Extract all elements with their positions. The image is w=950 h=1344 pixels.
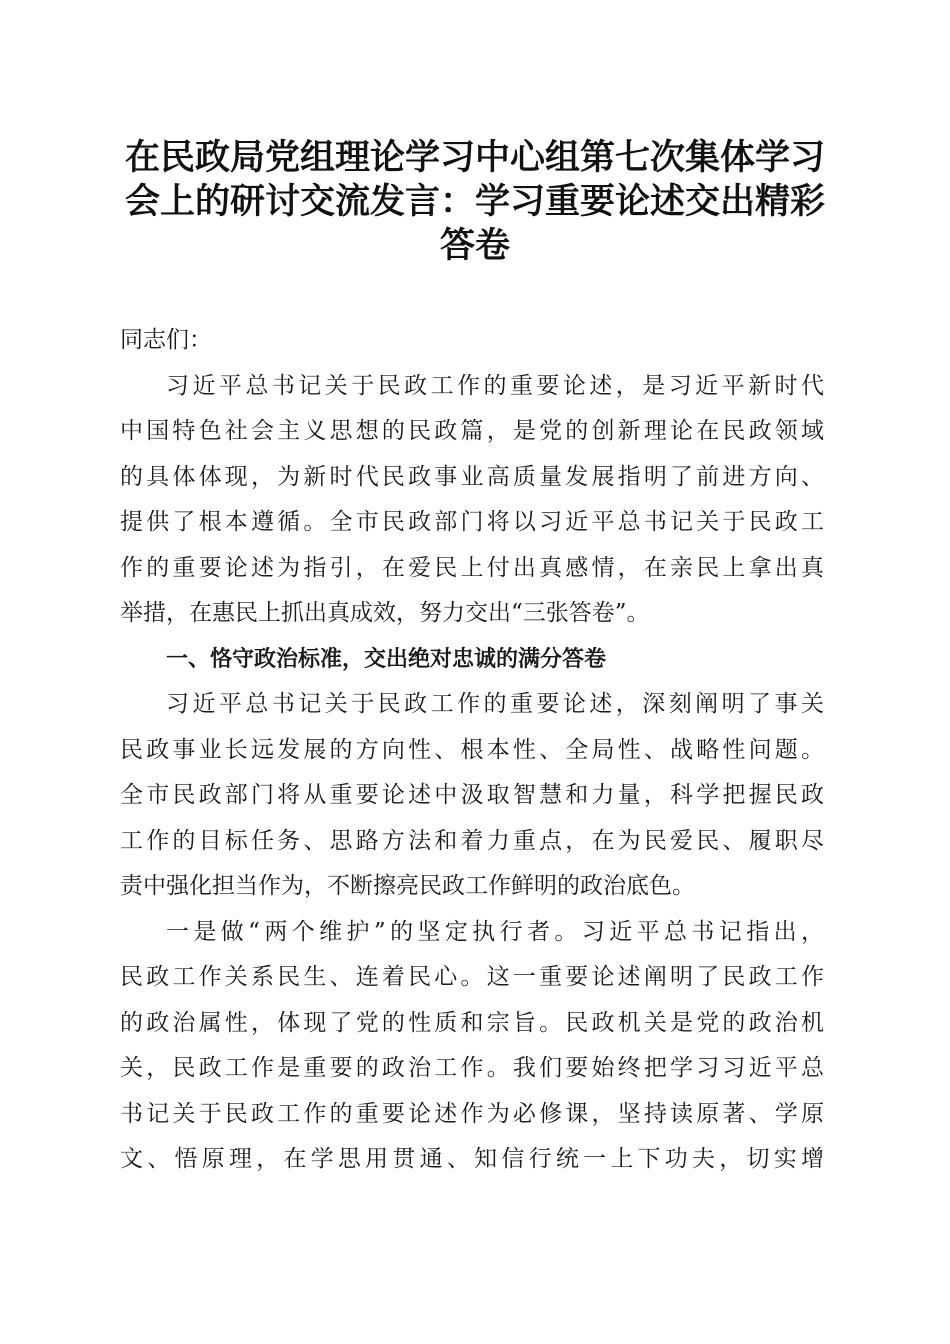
text-line: 一是做“两个维护”的坚定执行者。习近平总书记指出，: [166, 918, 824, 945]
text-line: 文、悟原理，在学思用贯通、知信行统一上下功夫，切实增: [120, 1146, 824, 1172]
text-line: 工作的目标任务、思路方法和着力重点，在为民爱民、履职尽: [120, 827, 824, 854]
text-line: 提供了根本遵循。全市民政部门将以习近平总书记关于民政工: [120, 509, 824, 535]
text-line: 作的重要论述为指引，在爱民上付出真感情，在亲民上拿出真: [120, 554, 824, 581]
paragraph-point1: [120, 910, 824, 1183]
text-line: 习近平总书记关于民政工作的重要论述，是习近平新时代: [166, 372, 824, 399]
paragraph-section1: [120, 682, 824, 910]
section-heading: 一、恪守政治标准，交出绝对忠诚的满分答卷: [166, 646, 607, 672]
text-line: 民政工作关系民生、连着民心。这一重要论述阐明了民政工作: [120, 964, 824, 990]
text-line: 的政治属性，体现了党的性质和宗旨。民政机关是党的政治机: [120, 1009, 824, 1036]
text-line: 全市民政部门将从重要论述中汲取智慧和力量，科学把握民政: [120, 782, 824, 808]
text-line: 的具体体现，为新时代民政事业高质量发展指明了前进方向、: [120, 463, 824, 490]
text-line: 民政事业长远发展的方向性、根本性、全局性、战略性问题。: [120, 736, 824, 763]
title-line: 答卷: [439, 225, 510, 266]
document-title: [110, 136, 840, 268]
salutation: 同志们：: [120, 327, 212, 353]
text-line: 举措，在惠民上抓出真成效，努力交出“三张答卷”。: [120, 600, 650, 626]
text-line: 习近平总书记关于民政工作的重要论述，深刻阐明了事关: [166, 691, 824, 717]
text-line: 书记关于民政工作的重要论述作为必修课，坚持读原著、学原: [120, 1100, 824, 1127]
text-line: 关，民政工作是重要的政治工作。我们要始终把学习习近平总: [120, 1055, 824, 1081]
text-line: 责中强化担当作为，不断擦亮民政工作鲜明的政治底色。: [120, 873, 695, 899]
document-body: [120, 318, 824, 1183]
title-line: 在民政局党组理论学习中心组第七次集体学习: [124, 137, 825, 178]
text-line: 中国特色社会主义思想的民政篇，是党的创新理论在民政领域: [120, 418, 824, 444]
title-line: 会上的研讨交流发言：学习重要论述交出精彩: [124, 181, 825, 222]
paragraph-intro: [120, 364, 824, 637]
